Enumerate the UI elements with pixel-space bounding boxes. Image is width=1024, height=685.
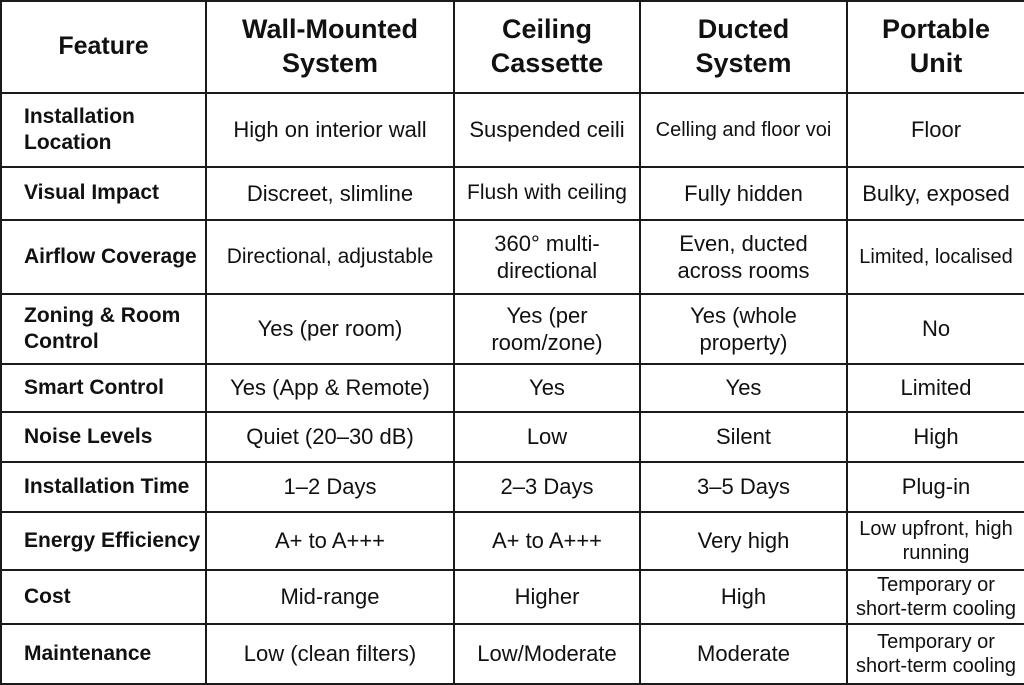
table-cell: 2–3 Days (454, 462, 640, 512)
table-cell: Silent (640, 412, 847, 462)
table-row (1, 364, 1024, 412)
table-row (1, 412, 1024, 462)
table-cell: Limited, localised (847, 220, 1024, 294)
table-cell: Suspended ceili (454, 93, 640, 167)
row-label: Airflow Coverage (1, 220, 206, 294)
row-label: Installation Time (1, 462, 206, 512)
table-cell: Yes (whole property) (640, 294, 847, 364)
table-row (1, 167, 1024, 220)
table-cell: Higher (454, 570, 640, 624)
table-cell: A+ to A+++ (206, 512, 454, 570)
header-ducted: Ducted System (640, 1, 847, 93)
table-cell: Discreet, slimline (206, 167, 454, 220)
table-cell: No (847, 294, 1024, 364)
header-feature: Feature (1, 1, 206, 93)
table-row (1, 462, 1024, 512)
table-cell: High (640, 570, 847, 624)
table-cell: A+ to A+++ (454, 512, 640, 570)
table-row (1, 220, 1024, 294)
row-label: Noise Levels (1, 412, 206, 462)
table-cell: High (847, 412, 1024, 462)
table-row (1, 93, 1024, 167)
table-cell: 3–5 Days (640, 462, 847, 512)
table-cell: Bulky, exposed (847, 167, 1024, 220)
table-row (1, 570, 1024, 624)
table-cell: 360° multi-directional (454, 220, 640, 294)
header-wall-mounted: Wall-Mounted System (206, 1, 454, 93)
table-cell: Yes (640, 364, 847, 412)
table-cell: Limited (847, 364, 1024, 412)
table-cell: Quiet (20–30 dB) (206, 412, 454, 462)
table-row (1, 294, 1024, 364)
table-cell: Low upfront, high running (847, 512, 1024, 570)
row-label: Visual Impact (1, 167, 206, 220)
table-cell: Mid-range (206, 570, 454, 624)
row-label: Energy Efficiency (1, 512, 206, 570)
table-row (1, 624, 1024, 684)
row-label: Zoning & Room Control (1, 294, 206, 364)
table-cell: Yes (454, 364, 640, 412)
table-row (1, 512, 1024, 570)
header-ceiling-cassette: Ceiling Cassette (454, 1, 640, 93)
table-cell: Flush with ceiling (454, 167, 640, 220)
row-label: Installation Location (1, 93, 206, 167)
row-label: Cost (1, 570, 206, 624)
table-cell: 1–2 Days (206, 462, 454, 512)
table-cell: Yes (per room) (206, 294, 454, 364)
table-cell: High on interior wall (206, 93, 454, 167)
table-cell: Low (454, 412, 640, 462)
table-cell: Yes (App & Remote) (206, 364, 454, 412)
table-cell: Low/Moderate (454, 624, 640, 684)
table-cell: Temporary or short-term cooling (847, 570, 1024, 624)
table-cell: Low (clean filters) (206, 624, 454, 684)
row-label: Maintenance (1, 624, 206, 684)
table-cell: Yes (per room/zone) (454, 294, 640, 364)
table-cell: Plug-in (847, 462, 1024, 512)
row-label: Smart Control (1, 364, 206, 412)
table-cell: Floor (847, 93, 1024, 167)
header-portable: Portable Unit (847, 1, 1024, 93)
table-cell: Temporary or short-term cooling (847, 624, 1024, 684)
table-cell: Directional, adjustable (206, 220, 454, 294)
table-cell: Very high (640, 512, 847, 570)
table-cell: Celling and floor voi (640, 93, 847, 167)
table-cell: Even, ducted across rooms (640, 220, 847, 294)
table-cell: Fully hidden (640, 167, 847, 220)
table-cell: Moderate (640, 624, 847, 684)
header-row (1, 1, 1024, 93)
